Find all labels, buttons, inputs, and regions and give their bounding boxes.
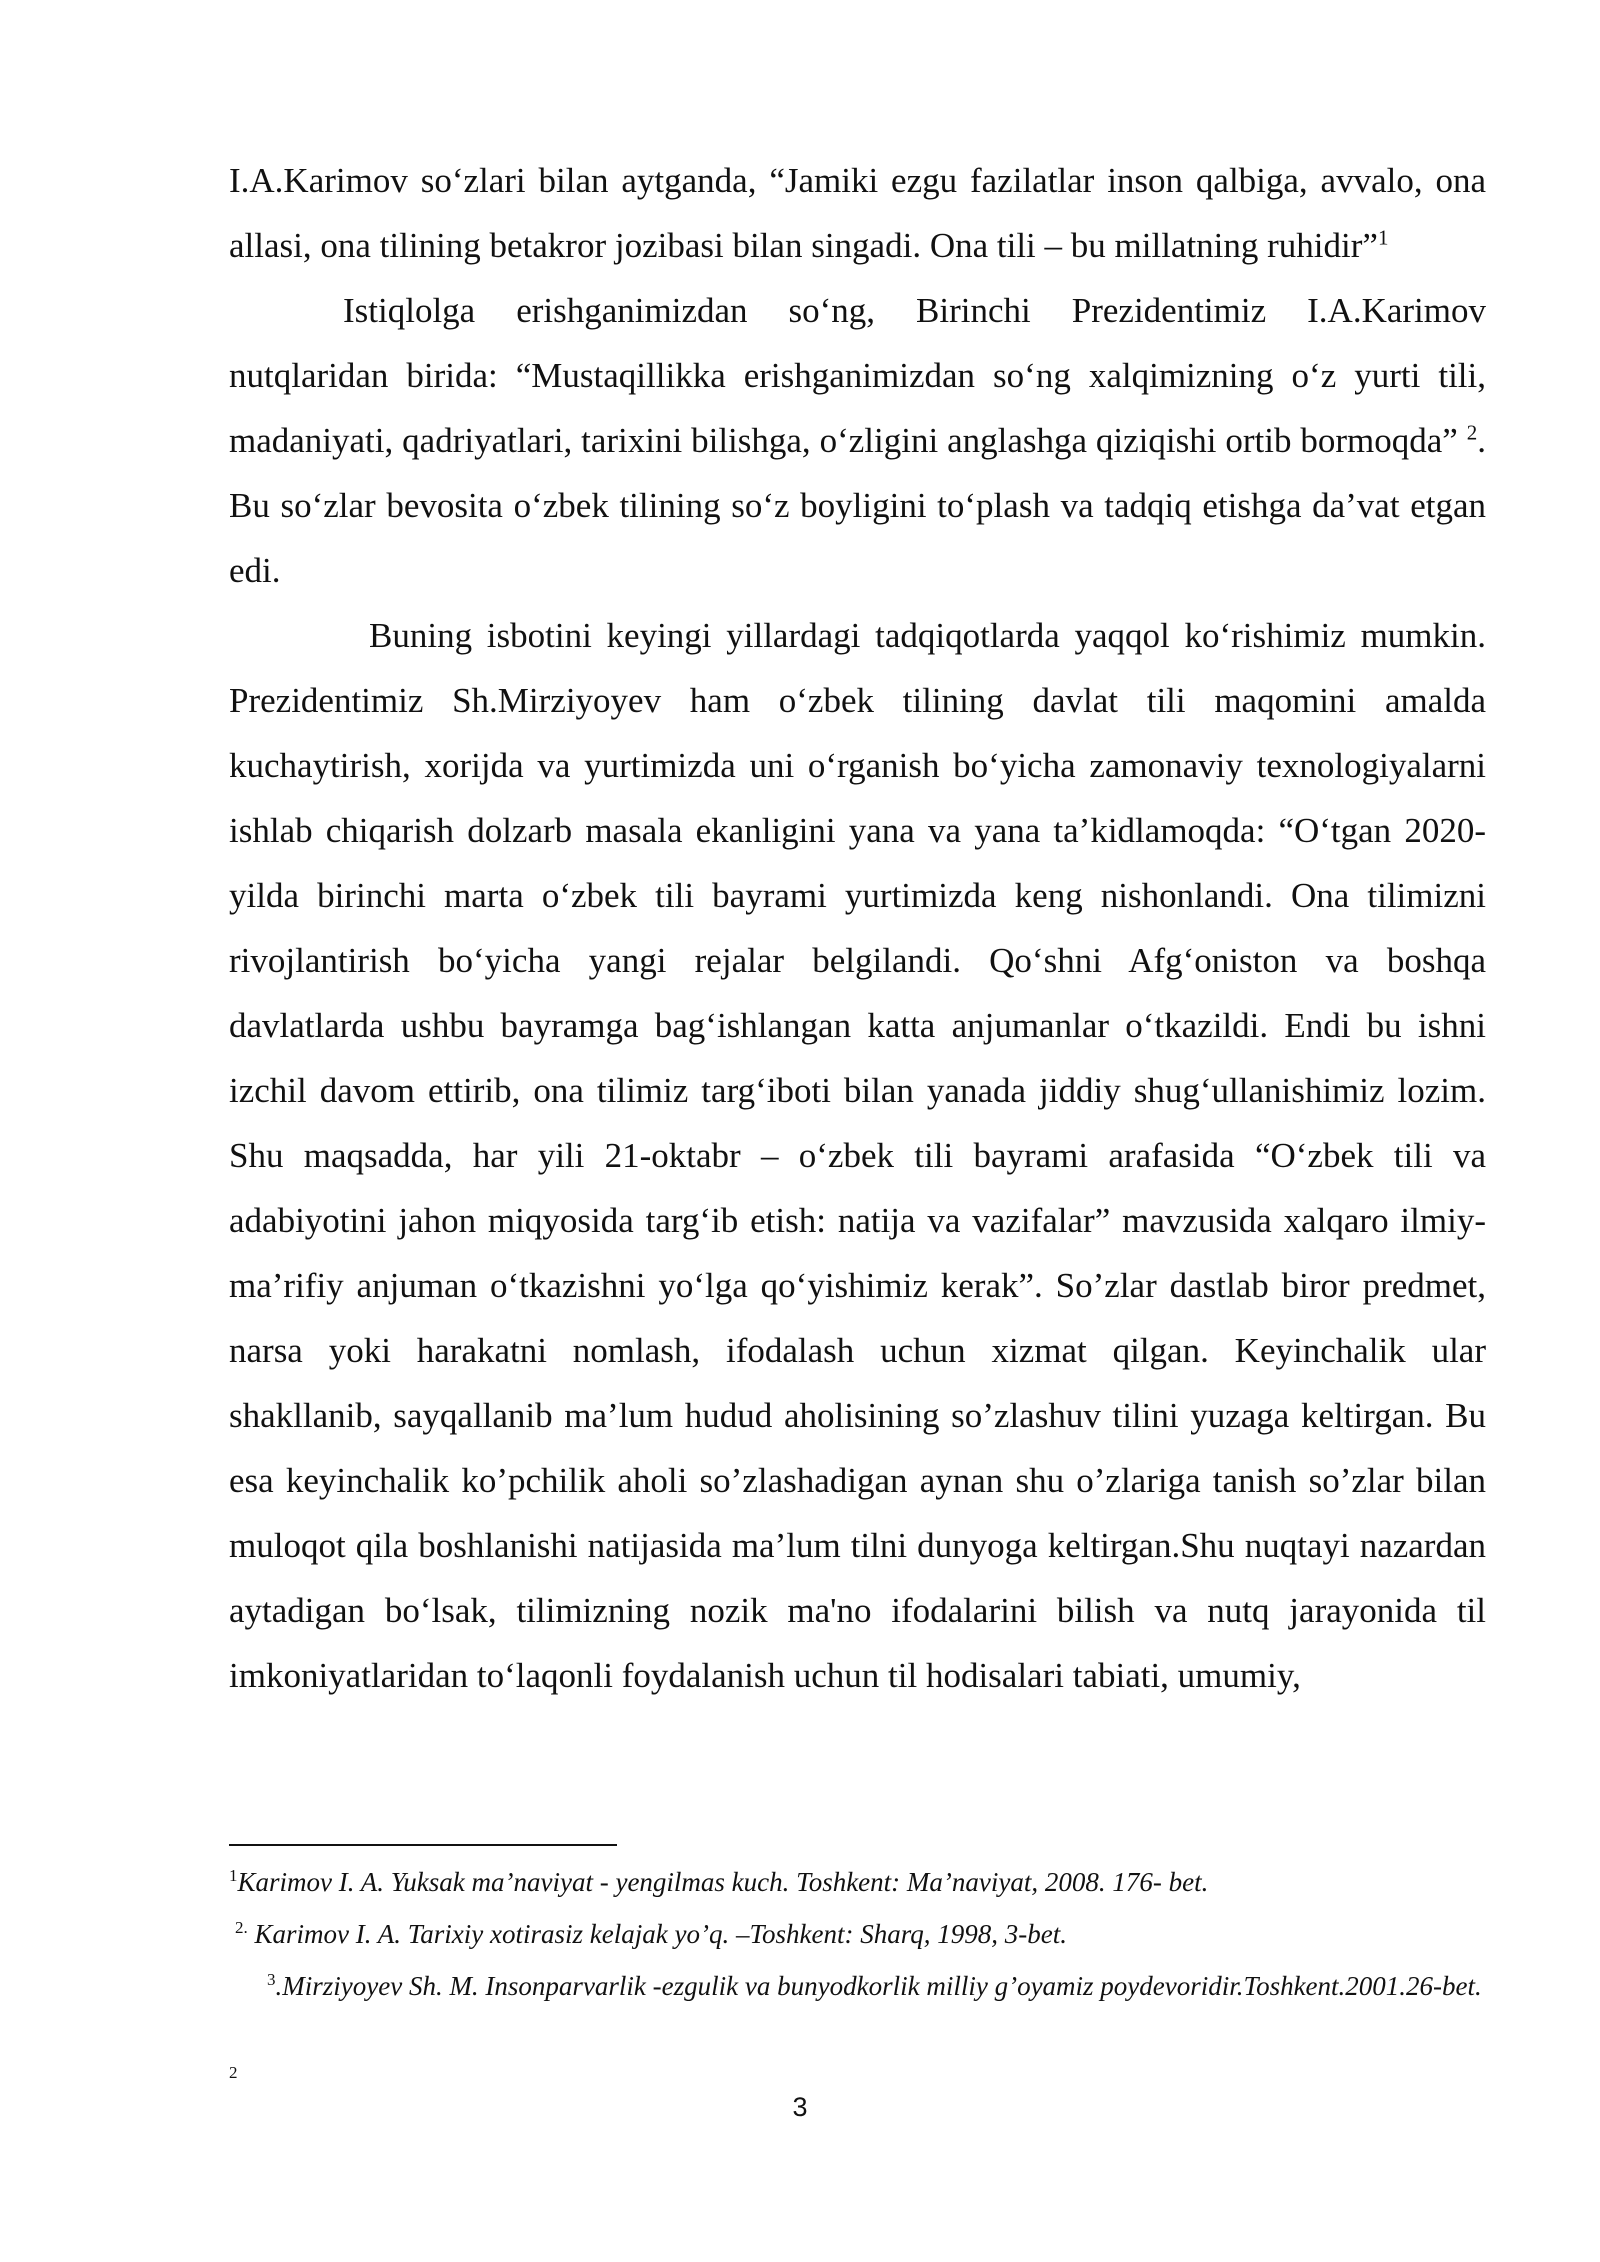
footnote-2-text: Karimov I. A. Tarixiy xotirasiz kelajak yo’q. –Toshkent: Sharq, 1998, 3-bet. [247,1919,1067,1949]
footnote-3-text: .Mirziyoyev Sh. M. Insonparvarlik -ezgulik va bunyodkorlik milliy g’oyamiz poydevoridir.Toshkent.2001.26-bet. [275,1971,1482,2001]
footnotes [229,1856,1486,2012]
paragraph-1 [229,148,1486,278]
paragraph-3-text: Buning isbotini keyingi yillardagi tadqiqotlarda yaqqol ko‘rishimiz mumkin. Prezidentimiz Sh.Mirziyoyev ham o‘zbek tilining davlat tili maqomini amalda kuchaytirish, xorijda va yurtimizda uni o‘rganish bo‘yicha zamonaviy texnologiyalarni ishlab chiqarish dolzarb masala ekanligini yana va yana ta’kidlamoqda: “O‘tgan 2020-yilda birinchi marta o‘zbek tili bayrami yurtimizda keng nishonlandi. Ona tilimizni rivojlantirish bo‘yicha yangi rejalar belgilandi. Qo‘shni Afg‘oniston va boshqa davlatlarda ushbu bayramga bag‘ishlangan katta anjumanlar o‘tkazildi. Endi bu ishni izchil davom ettirib, ona tilimiz targ‘iboti bilan yanada jiddiy shug‘ullanishimiz lozim. Shu maqsadda, har yili 21-oktabr – o‘zbek tili bayrami arafasida “O‘zbek tili va adabiyotini jahon miqyosida targ‘ib etish: natija va vazifalar” mavzusida xalqaro ilmiy-ma’rifiy anjuman o‘tkazishni yo‘lga qo‘yishimiz kerak”. So’zlar dastlab biror predmet, narsa yoki harakatni nomlash, ifodalash uchun xizmat qilgan. Keyinchalik ular shakllanib, sayqallanib ma’lum hudud aholisining so’zlashuv tilini yuzaga keltirgan. Bu esa keyinchalik ko’pchilik aholi so’zlashadigan aynan shu o’zlariga tanish so’zlar bilan muloqot qila boshlanishi natijasida ma’lum tilni dunyoga keltirgan.Shu nuqtayi nazardan aytadigan bo‘lsak, tilimizning nozik ma'no ifodalarini bilish va nutq jarayonida til imkoniyatlaridan to‘laqonli foydalanish uchun til hodisalari tabiati, umumiy, [229,616,1486,1695]
footnote-1 [229,1856,1486,1908]
paragraph-2 [229,278,1486,603]
paragraph-2-text-before: Istiqlolga erishganimizdan so‘ng, Birinchi Prezidentimiz I.A.Karimov nutqlaridan birida: “Mustaqillikka erishganimizdan so‘ng xalqimizning o‘z yurti tili, madaniyati, qadriyatlari, tarixini bilishga, o‘zligini anglashga qiziqishi ortib bormoqda” [229,291,1486,460]
footnote-3 [229,1960,1486,2012]
body-text [229,148,1486,1708]
footnote-ref-1[interactable]: 1 [1377,225,1389,250]
footnote-2-mark: 2. [235,1918,248,1937]
footnote-ref-2[interactable]: 2 [1466,420,1478,445]
paragraph-2-text-after: . Bu so‘zlar bevosita o‘zbek tilining so‘z boyligini to‘plash va tadqiq etishga da’vat etgan edi. [229,421,1486,590]
footnote-2 [229,1908,1486,1960]
footnote-1-mark: 1 [229,1866,238,1885]
paragraph-1-text: I.A.Karimov so‘zlari bilan aytganda, “Jamiki ezgu fazilatlar inson qalbiga, avvalo, ona allasi, ona tilining betakror jozibasi bilan singadi. Ona tili – bu millatning ruhidir” [229,161,1486,265]
footnote-3-mark: 3 [267,1970,276,1989]
stray-footnote-mark: 2 [229,2063,238,2082]
footnote-separator [229,1844,617,1846]
footnote-1-text: Karimov I. A. Yuksak ma’naviyat - yengilmas kuch. Toshkent: Ma’naviyat, 2008. 176- bet. [237,1867,1209,1897]
paragraph-3 [229,603,1486,1708]
page-number: 3 [792,2092,808,2122]
